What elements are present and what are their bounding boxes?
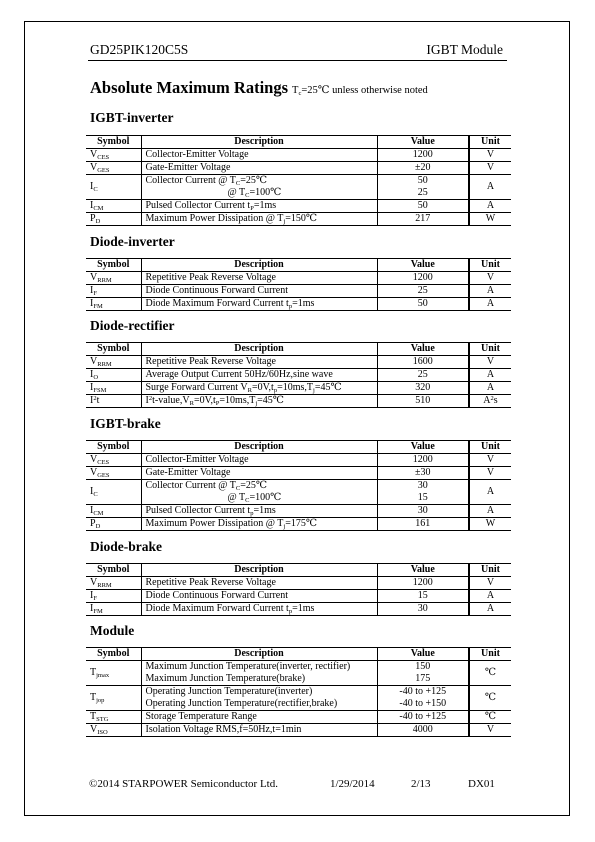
description-cell: $I^2t-value,V_R=0V,t_P=10ms,T_j=45℃$ [141, 395, 377, 408]
description-cell: Pulsed Collector Current $t_P=1ms$ [141, 200, 377, 213]
symbol-cell: $V_{RRM}$ [86, 272, 141, 285]
part-number: GD25PIK120C5S [90, 42, 189, 57]
unit-cell: W [469, 518, 511, 531]
table-diode-inverter [86, 258, 511, 311]
table-row [86, 298, 511, 311]
col-description: Description [141, 648, 377, 661]
value-cell: 1200 [377, 454, 469, 467]
table-header-row [86, 136, 511, 149]
unit-cell: A [469, 480, 511, 505]
description-cell: Gate-Emitter Voltage [141, 467, 377, 480]
table-row [86, 213, 511, 226]
value-cell: 30 [377, 505, 469, 518]
description-cell: Maximum Junction Temperature(inverter, rectifier) Maximum Junction Temperature(brake) [141, 661, 377, 686]
col-symbol: Symbol [86, 343, 141, 356]
unit-cell: V [469, 272, 511, 285]
table-row [86, 356, 511, 369]
symbol-cell: $T_{jop}$ [86, 686, 141, 711]
footer-date: 1/29/2014 [330, 778, 375, 790]
col-symbol: Symbol [86, 564, 141, 577]
description-cell: Diode Maximum Forward Current $t_p=1ms$ [141, 603, 377, 616]
description-cell: Maximum Power Dissipation @ $T_j=175℃$ [141, 518, 377, 531]
table-row [86, 175, 511, 200]
table-row [86, 577, 511, 590]
value-cell: 150 175 [377, 661, 469, 686]
unit-cell: W [469, 213, 511, 226]
title-condition: $T_c=25℃$ unless otherwise noted [292, 85, 428, 97]
table-row [86, 686, 511, 711]
symbol-cell: $I_{FM}$ [86, 298, 141, 311]
table-row [86, 162, 511, 175]
unit-cell: V [469, 577, 511, 590]
unit-cell: V [469, 149, 511, 162]
col-description: Description [141, 564, 377, 577]
description-cell: Pulsed Collector Current $t_p=1ms$ [141, 505, 377, 518]
value-cell: 1600 [377, 356, 469, 369]
section-igbt-inverter: IGBT-inverter [90, 110, 174, 125]
col-unit: Unit [469, 136, 511, 149]
table-header-row [86, 343, 511, 356]
header-rule [88, 60, 507, 61]
unit-cell: A [469, 603, 511, 616]
col-unit: Unit [469, 648, 511, 661]
description-cell: Collector Current @ $T_C=25℃$ @ $T_C=100℃$ [141, 175, 377, 200]
value-cell: ±30 [377, 467, 469, 480]
symbol-cell: $P_D$ [86, 213, 141, 226]
table-igbt-brake [86, 440, 511, 531]
table-row [86, 505, 511, 518]
table-row [86, 200, 511, 213]
value-cell: 30 15 [377, 480, 469, 505]
description-cell: Repetitive Peak Reverse Voltage [141, 577, 377, 590]
col-symbol: Symbol [86, 259, 141, 272]
col-value: Value [377, 648, 469, 661]
value-cell: 161 [377, 518, 469, 531]
table-header-row [86, 648, 511, 661]
col-value: Value [377, 564, 469, 577]
value-cell: 50 [377, 298, 469, 311]
unit-cell: A [469, 200, 511, 213]
unit-cell: ℃ [469, 661, 511, 686]
col-unit: Unit [469, 259, 511, 272]
value-cell: 217 [377, 213, 469, 226]
description-cell: Storage Temperature Range [141, 711, 377, 724]
col-description: Description [141, 343, 377, 356]
unit-cell: A [469, 590, 511, 603]
col-value: Value [377, 259, 469, 272]
symbol-cell: $V_{RRM}$ [86, 356, 141, 369]
description-cell: Isolation Voltage RMS,f=50Hz,t=1min [141, 724, 377, 737]
description-cell: Surge Forward Current $V_R=0V,t_p=10ms,T_j=45℃$ [141, 382, 377, 395]
product-type: IGBT Module [426, 42, 503, 57]
table-header-row [86, 259, 511, 272]
unit-cell: V [469, 162, 511, 175]
value-cell: 1200 [377, 577, 469, 590]
table-header-row [86, 564, 511, 577]
table-row [86, 454, 511, 467]
table-row [86, 467, 511, 480]
table-row [86, 272, 511, 285]
symbol-cell: $T_{STG}$ [86, 711, 141, 724]
value-cell: 4000 [377, 724, 469, 737]
table-diode-rectifier [86, 342, 511, 408]
description-cell: Diode Continuous Forward Current [141, 285, 377, 298]
value-cell: 25 [377, 369, 469, 382]
value-cell: 1200 [377, 149, 469, 162]
unit-cell: A [469, 175, 511, 200]
unit-cell: ℃ [469, 711, 511, 724]
table-row [86, 395, 511, 408]
value-cell: 15 [377, 590, 469, 603]
table-header-row [86, 441, 511, 454]
table-row [86, 590, 511, 603]
unit-cell: A [469, 285, 511, 298]
symbol-cell: $I_{CM}$ [86, 200, 141, 213]
description-cell: Collector-Emitter Voltage [141, 149, 377, 162]
symbol-cell: $I^2t$ [86, 395, 141, 408]
col-unit: Unit [469, 564, 511, 577]
symbol-cell: $I_O$ [86, 369, 141, 382]
symbol-cell: $V_{GES}$ [86, 162, 141, 175]
symbol-cell: $I_{FM}$ [86, 603, 141, 616]
value-cell: 50 25 [377, 175, 469, 200]
symbol-cell: $I_{FSM}$ [86, 382, 141, 395]
unit-cell: V [469, 467, 511, 480]
unit-cell: V [469, 454, 511, 467]
table-igbt-inverter [86, 135, 511, 226]
col-symbol: Symbol [86, 648, 141, 661]
unit-cell: V [469, 356, 511, 369]
table-row [86, 149, 511, 162]
symbol-cell: $P_D$ [86, 518, 141, 531]
table-row [86, 724, 511, 737]
table-row [86, 518, 511, 531]
col-value: Value [377, 136, 469, 149]
table-row [86, 382, 511, 395]
description-cell: Maximum Power Dissipation @ $T_j=150℃$ [141, 213, 377, 226]
table-module [86, 647, 511, 737]
unit-cell: A [469, 505, 511, 518]
symbol-cell: $I_F$ [86, 285, 141, 298]
unit-cell: $A^2s$ [469, 395, 511, 408]
section-diode-inverter: Diode-inverter [90, 234, 175, 249]
symbol-cell: $V_{CES}$ [86, 149, 141, 162]
table-row [86, 711, 511, 724]
unit-cell: A [469, 298, 511, 311]
value-cell: 25 [377, 285, 469, 298]
symbol-cell: $I_F$ [86, 590, 141, 603]
value-cell: 1200 [377, 272, 469, 285]
symbol-cell: $V_{ISO}$ [86, 724, 141, 737]
value-cell: 50 [377, 200, 469, 213]
section-igbt-brake: IGBT-brake [90, 416, 161, 431]
value-cell: 30 [377, 603, 469, 616]
section-diode-brake: Diode-brake [90, 539, 162, 554]
value-cell: -40 to +125 [377, 711, 469, 724]
table-row [86, 661, 511, 686]
col-unit: Unit [469, 343, 511, 356]
value-cell: 510 [377, 395, 469, 408]
description-cell: Collector-Emitter Voltage [141, 454, 377, 467]
col-description: Description [141, 441, 377, 454]
description-cell: Repetitive Peak Reverse Voltage [141, 356, 377, 369]
page-header [88, 42, 507, 60]
value-cell: -40 to +125 -40 to +150 [377, 686, 469, 711]
symbol-cell: $T_{jmax}$ [86, 661, 141, 686]
col-value: Value [377, 343, 469, 356]
table-diode-brake [86, 563, 511, 616]
title-main: Absolute Maximum Ratings [90, 78, 289, 97]
table-row [86, 603, 511, 616]
symbol-cell: $V_{CES}$ [86, 454, 141, 467]
footer-doc-code: DX01 [468, 778, 495, 790]
description-cell: Average Output Current 50Hz/60Hz,sine wave [141, 369, 377, 382]
footer-copyright: ©2014 STARPOWER Semiconductor Ltd. [89, 778, 278, 790]
unit-cell: ℃ [469, 686, 511, 711]
table-row [86, 285, 511, 298]
description-cell: Repetitive Peak Reverse Voltage [141, 272, 377, 285]
symbol-cell: $I_{CM}$ [86, 505, 141, 518]
description-cell: Gate-Emitter Voltage [141, 162, 377, 175]
table-row [86, 480, 511, 505]
col-symbol: Symbol [86, 441, 141, 454]
value-cell: 320 [377, 382, 469, 395]
section-module: Module [90, 623, 135, 638]
col-unit: Unit [469, 441, 511, 454]
col-description: Description [141, 136, 377, 149]
table-row [86, 369, 511, 382]
symbol-cell: $I_C$ [86, 480, 141, 505]
description-cell: Diode Maximum Forward Current $t_p=1ms$ [141, 298, 377, 311]
description-cell: Collector Current @ $T_C=25℃$ @ $T_C=100℃$ [141, 480, 377, 505]
unit-cell: A [469, 369, 511, 382]
description-cell: Operating Junction Temperature(inverter) Operating Junction Temperature(rectifier,brake) [141, 686, 377, 711]
unit-cell: A [469, 382, 511, 395]
page-title [90, 78, 428, 98]
symbol-cell: $V_{GES}$ [86, 467, 141, 480]
col-value: Value [377, 441, 469, 454]
symbol-cell: $I_C$ [86, 175, 141, 200]
footer-page-number: 2/13 [411, 778, 431, 790]
col-symbol: Symbol [86, 136, 141, 149]
symbol-cell: $V_{RRM}$ [86, 577, 141, 590]
col-description: Description [141, 259, 377, 272]
value-cell: ±20 [377, 162, 469, 175]
unit-cell: V [469, 724, 511, 737]
section-diode-rectifier: Diode-rectifier [90, 318, 175, 333]
description-cell: Diode Continuous Forward Current [141, 590, 377, 603]
